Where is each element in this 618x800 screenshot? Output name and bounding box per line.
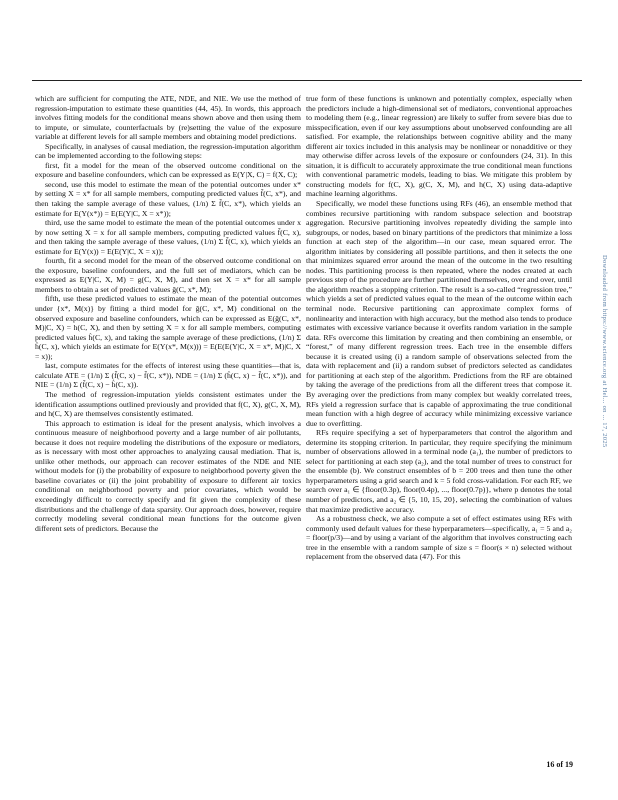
download-margin-note: Downloaded from https://www.science.org at Hel... on ... 17, 2025 (601, 255, 608, 448)
paragraph: second, use this model to estimate the mean of the potential outcomes under x* by setting X = x* for all sample members, computing predicted values f̂(C, x*), and then taking the sample average of these values, (1/n) Σ f̂(C, x*), which yields an estimate for E(Y(x*)) = E(E(Y|C, X = x*)); (35, 179, 301, 218)
paragraph: last, compute estimates for the effects of interest using these quantities—that is, calculate ATE = (1/n) Σ (f̂(C, x) − f̂(C, x*)), NDE = (1/n) Σ (ĥ(C, x) − f̂(C, x*)), and NIE = (1/n) Σ (f̂(C, x) − ĥ(C, x)). (35, 361, 301, 390)
paragraph: true form of these functions is unknown and potentially complex, especially when the predictors include a high-dimensional set of mediators, conventional approaches to modeling them (e.g., linear regression) are likely to suffer from severe bias due to misspecification, even if our key assumptions about unobserved confounding are all satisfied. For example, the relationships between cognitive ability and the many different air toxics included in this analysis may be nonlinear or nonadditive or they may otherwise differ across levels of the exposure or confounders (24, 31). In this situation, it is difficult to accurately approximate the true conditional mean functions with conventional parametric models, leading to bias. We mitigate this problem by constructing models for f(C, X), g(C, X, M), and h(C, X) using data-adaptive machine learning algorithms. (306, 94, 572, 199)
paragraph: fourth, fit a second model for the mean of the observed outcome conditional on the exposure, baseline confounders, and the full set of mediators, which can be expressed as E(Y|C, X, M) = g(C, X, M), and then set X = x* for all sample members to obtain a set of predicted values ĝ(C, x*, M); (35, 256, 301, 294)
paragraph: which are sufficient for computing the ATE, NDE, and NIE. We use the method of regression-imputation to estimate these quantities (44, 45). In words, this approach involves fitting models for the conditional means shown above and then using them to impute, or simulate, counterfactuals by (re)setting the value of the exposure variable at different levels for all sample members and obtaining model predictions. (35, 94, 301, 142)
paragraph: As a robustness check, we also compute a set of effect estimates using RFs with commonly used default values for these hyperparameters—specifically, a₁ = 5 and a₂ = floor(p/3)—and by using a variant of the algorithm that involves constructing each tree in the ensemble with a random sample of size s = floor(s × n) selected without replacement from the observed data (47). For this (306, 514, 572, 562)
paragraph: The method of regression-imputation yields consistent estimates under the identification assumptions outlined previously and provided that f(C, X), g(C, X, M), and h(C, X) are themselves consistently estimated. (35, 389, 301, 419)
paragraph: This approach to estimation is ideal for the present analysis, which involves a continuous measure of neighborhood poverty and a large number of air pollutants, because it does not require modeling the distributions of the exposure or mediators, as is necessary with most other approaches to analyzing causal mediation. That is, unlike other methods, our approach can recover estimates of the NDE and NIE without models for (i) the probability of exposure to neighborhood poverty given the baseline covariates or (ii) the joint probability of exposure to different air toxics conditional on neighborhood poverty and prior covariates, which would be exceedingly difficult to correctly specify and fit given the complexity of these distributions and the challenge of data sparsity. Our approach does, however, require correctly modeling several conditional mean functions for the outcome given different sets of predictors. Because the (35, 418, 301, 533)
paragraph: third, use the same model to estimate the mean of the potential outcomes under x by now setting X = x for all sample members, computing predicted values f̂(C, x), and then taking the sample average of these values, (1/n) Σ f̂(C, x), which yields an estimate for E(Y(x)) = E(E(Y|C, X = x)); (35, 218, 301, 256)
paragraph: first, fit a model for the mean of the observed outcome conditional on the exposure and baseline confounders, which can be expressed as E(Y|X, C) = f(X, C); (35, 160, 301, 180)
header-rule (32, 80, 582, 81)
left-column (35, 94, 301, 533)
page-number: 16 of 19 (546, 760, 573, 769)
paragraph: Specifically, we model these functions using RFs (46), an ensemble method that combines recursive partitioning with random subspace selection and bootstrap aggregation. Recursive partitioning involves repeatedly dividing the sample into subgroups, or nodes, based on binary partitions of the predictors that minimize a loss function at each step of the algorithm—in our case, mean squared error. The algorithm initiates by considering all possible partitions, and then it selects the one that minimizes squared error around the mean of the outcome in the two resulting nodes. This partitioning process is then repeated, where the nodes created at each previous step of the procedure are further partitioned themselves, over and over, until the algorithm reaches a stopping criterion. The result is a so-called “regression tree,” which yields a set of predicted values equal to the mean of the outcome within each terminal node. Recursive partitioning can approximate complex forms of nonlinearity and interaction with high accuracy, but the method also tends to produce estimates with excessive variance because it overfits random variation in the sample data. RFs overcome this limitation by creating and then combining an ensemble, or “forest,” of many different regression trees. Each tree in the ensemble differs because it is created using (i) a random sample of observations selected from the data with replacement and (ii) a random subset of predictors selected as candidates for partitioning at each step of the algorithm. Predictions from the RF are obtained by taking the average of the predictions from all the different trees that compose it. By averaging over the predictions from many complex but weakly correlated trees, RFs yield a regression surface that is capable of approximating the true conditional mean function with a high degree of accuracy while minimizing excessive variance due to overfitting. (306, 199, 572, 428)
paragraph: fifth, use these predicted values to estimate the mean of the potential outcomes under {x*, M(x)} by fitting a third model for ĝ(C, x*, M) conditional on the observed exposure and baseline confounders, which can be expressed as E(ĝ(C, x*, M)|C, X) = h(C, X), and then by setting X = x for all sample members, computing predicted values ĥ(C, x), and taking the sample average of these predictions, (1/n) Σ ĥ(C, x), which yields an estimate for E(Y(x*, M(x))) = E(E(E(Y|C, X = x*, M)|C, X = x)); (35, 294, 301, 361)
paragraph: Specifically, in analyses of causal mediation, the regression-imputation algorithm can be implemented according to the following steps: (35, 141, 301, 161)
paragraph: RFs require specifying a set of hyperparameters that control the algorithm and determine its stopping criterion. In particular, they require specifying the minimum number of observations allowed in a terminal node (a₁), the number of predictors to select for partitioning at each step (a₂), and the total number of trees to construct for the ensemble (b). We construct ensembles of b = 200 trees and then tune the other hyperparameters using a grid search and k = 5 fold cross-validation. For each RF, we search over a₁ ∈ {floor(0.3p), floor(0.4p), ..., floor(0.7p)}, where p denotes the total number of predictors, and a₂ ∈ {5, 10, 15, 20}, selecting the combination of values that maximize predictive accuracy. (306, 428, 572, 514)
right-column (306, 94, 572, 562)
